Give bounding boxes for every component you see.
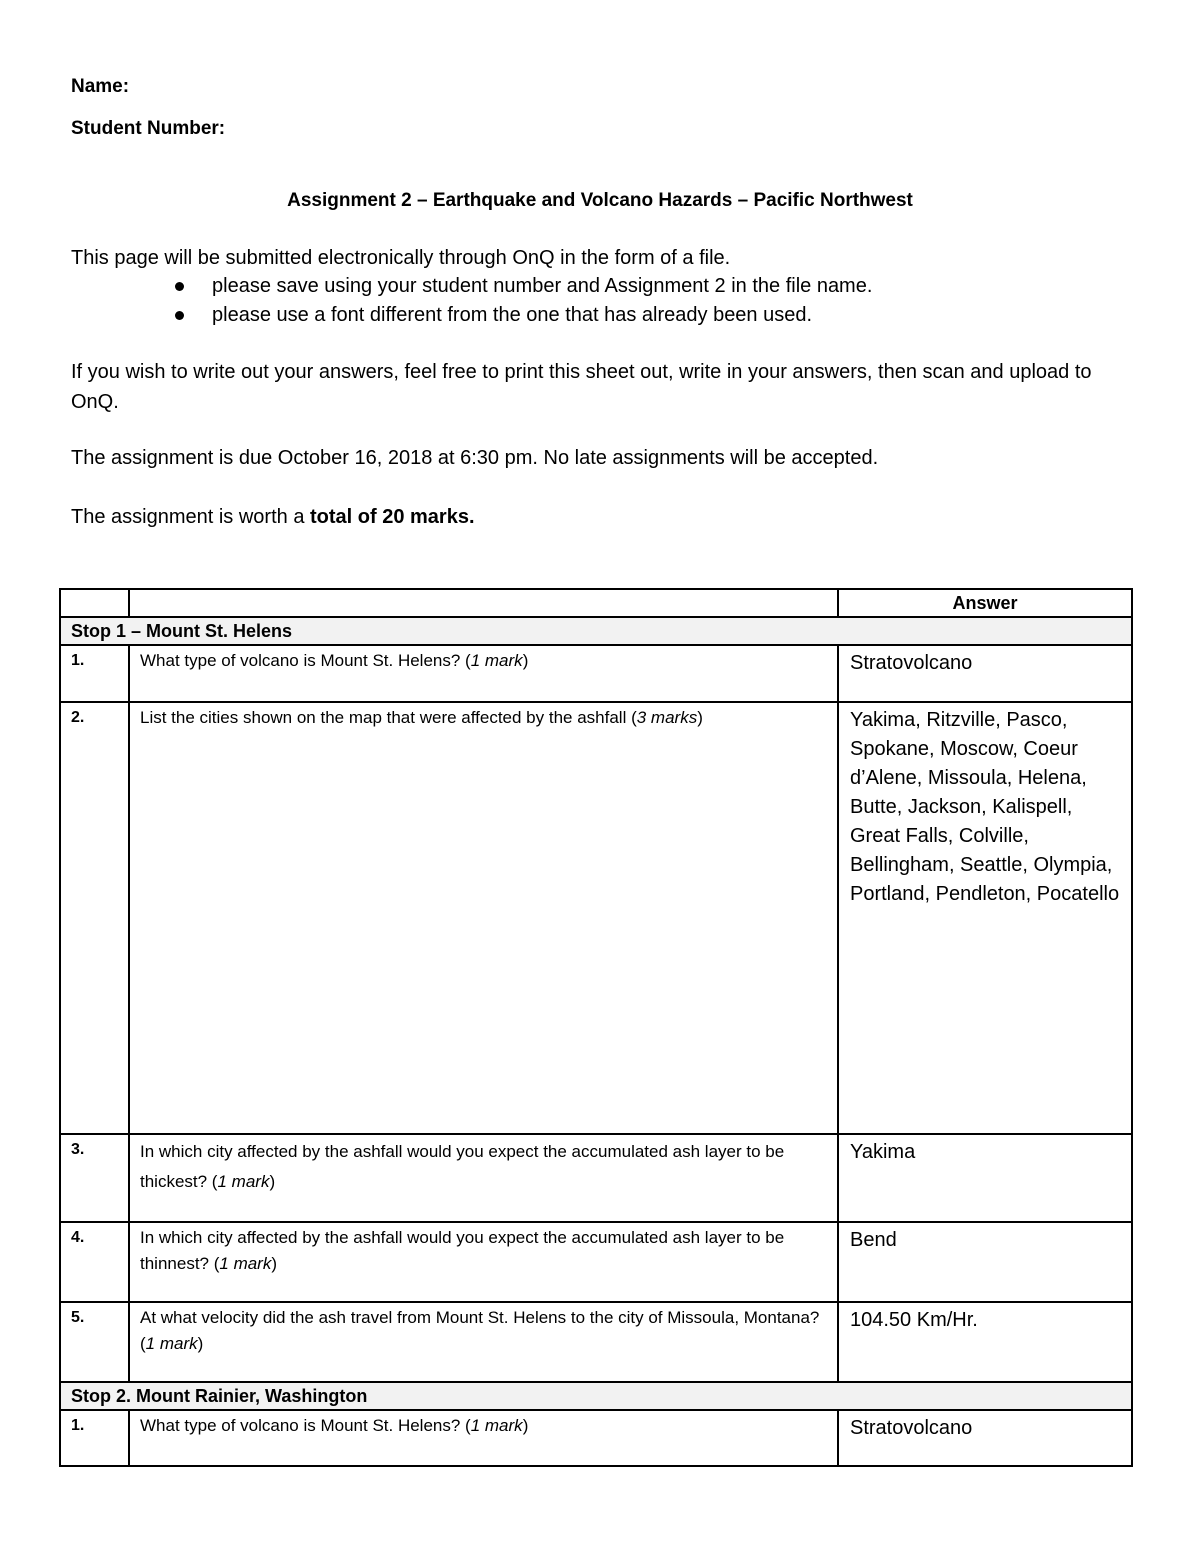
instruction-text: please use a font different from the one that has already been used. (212, 304, 813, 326)
assignment-title: Assignment 2 – Earthquake and Volcano Hazards – Pacific Northwest (287, 190, 913, 211)
name-label: Name: (71, 76, 130, 97)
instruction-item (172, 301, 872, 330)
question-number: 1. (60, 645, 129, 702)
marks-total-prefix: The assignment is worth a (71, 506, 310, 528)
table-header-row (60, 589, 1132, 617)
question-text: In which city affected by the ashfall would you expect the accumulated ash layer to be thickest? (1 mark) (129, 1134, 838, 1222)
stop-2-heading-row (60, 1382, 1132, 1410)
header-cell-answer: Answer (838, 589, 1132, 617)
table-row (60, 1134, 1132, 1222)
answer-cell[interactable]: Stratovolcano (838, 1410, 1132, 1466)
instruction-item (172, 272, 872, 301)
student-number-label: Student Number: (71, 118, 226, 139)
table-row (60, 1302, 1132, 1382)
print-instructions: If you wish to write out your answers, feel free to print this sheet out, write in your answers, then scan and upload to OnQ. (71, 361, 1092, 413)
stop-1-title: Stop 1 – Mount St. Helens (60, 617, 1132, 645)
question-answer-table (59, 588, 1133, 1467)
table-row (60, 702, 1132, 1134)
question-text: List the cities shown on the map that were affected by the ashfall (3 marks) (129, 702, 838, 1134)
question-number: 3. (60, 1134, 129, 1222)
answer-cell[interactable]: 104.50 Km/Hr. (838, 1302, 1132, 1382)
table-row (60, 1222, 1132, 1302)
question-text: What type of volcano is Mount St. Helens? (1 mark) (129, 645, 838, 702)
instruction-text: please save using your student number and Assignment 2 in the file name. (212, 275, 873, 297)
header-cell-question (129, 589, 838, 617)
stop-1-heading-row (60, 617, 1132, 645)
table-row (60, 645, 1132, 702)
stop-2-title: Stop 2. Mount Rainier, Washington (60, 1382, 1132, 1410)
due-date-text: The assignment is due October 16, 2018 at 6:30 pm. No late assignments will be accepted. (71, 447, 879, 469)
question-number: 4. (60, 1222, 129, 1302)
marks-total-value: total of 20 marks. (310, 506, 475, 528)
answer-cell[interactable]: Yakima (838, 1134, 1132, 1222)
answer-cell[interactable]: Bend (838, 1222, 1132, 1302)
question-number: 1. (60, 1410, 129, 1466)
bullet-icon (175, 282, 184, 291)
question-number: 5. (60, 1302, 129, 1382)
marks-total-text (71, 502, 1131, 532)
answer-cell[interactable]: Yakima, Ritzville, Pasco, Spokane, Moscow, Coeur d’Alene, Missoula, Helena, Butte, Jackson, Kalispell, Great Falls, Colville, Bellingham, Seattle, Olympia, Portland, Pendleton, Pocatello (838, 702, 1132, 1134)
table-row (60, 1410, 1132, 1466)
question-text: What type of volcano is Mount St. Helens? (1 mark) (129, 1410, 838, 1466)
instruction-list (172, 272, 872, 330)
answer-cell[interactable]: Stratovolcano (838, 645, 1132, 702)
question-text: At what velocity did the ash travel from Mount St. Helens to the city of Missoula, Montana? (1 mark) (129, 1302, 838, 1382)
question-number: 2. (60, 702, 129, 1134)
bullet-icon (175, 311, 184, 320)
submission-text: This page will be submitted electronically through OnQ in the form of a file. (71, 247, 731, 269)
header-cell-number (60, 589, 129, 617)
question-text: In which city affected by the ashfall would you expect the accumulated ash layer to be thinnest? (1 mark) (129, 1222, 838, 1302)
